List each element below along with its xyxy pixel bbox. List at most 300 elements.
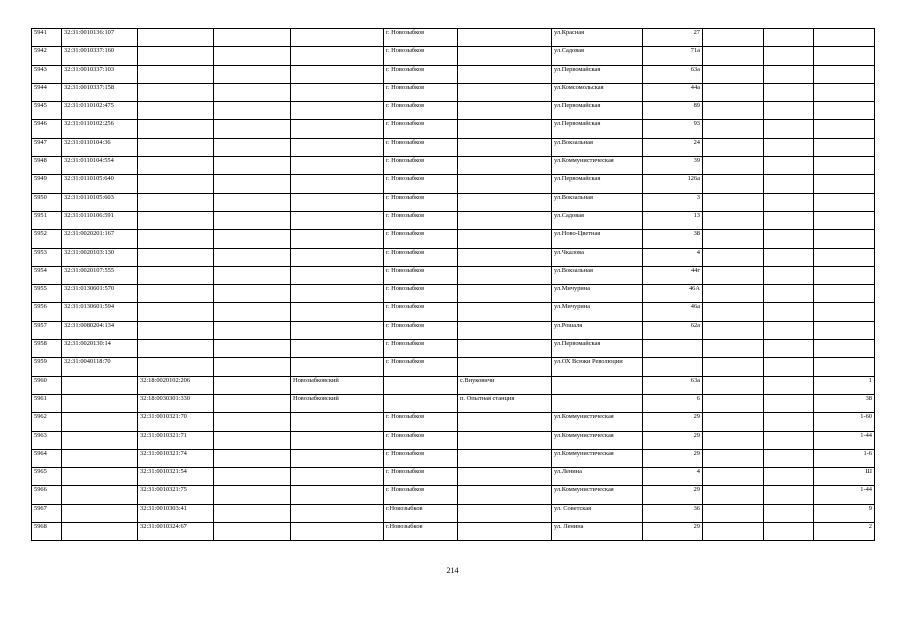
apartment-cell (814, 303, 875, 321)
street-cell: ул.Коммунистическая (552, 157, 643, 175)
blank-column (214, 120, 291, 138)
row-number: 5948 (32, 157, 62, 175)
blank-column (703, 83, 764, 101)
table-row (32, 120, 875, 138)
blank-column (214, 29, 291, 47)
table-row (32, 211, 875, 229)
blank-column (703, 358, 764, 376)
blank-column (214, 523, 291, 541)
apartment-cell: 1-6 (814, 449, 875, 467)
blank-column (764, 431, 814, 449)
cadastral-number-alt (138, 248, 214, 266)
cadastral-number (62, 394, 138, 412)
cadastral-number: 32:31:0010337:160 (62, 47, 138, 65)
blank-column (214, 211, 291, 229)
settlement-cell: п. Опытная станция (458, 394, 552, 412)
row-number: 5957 (32, 321, 62, 339)
table-row (32, 29, 875, 47)
table-row (32, 138, 875, 156)
blank-column (703, 175, 764, 193)
cadastral-number (62, 504, 138, 522)
blank-column (703, 504, 764, 522)
blank-column (703, 340, 764, 358)
apartment-cell: 38 (814, 394, 875, 412)
blank-column (214, 248, 291, 266)
cadastral-number-alt (138, 193, 214, 211)
settlement-cell (458, 65, 552, 83)
district-cell (291, 303, 384, 321)
cadastral-number: 32:31:0020107:555 (62, 266, 138, 284)
settlement-cell (458, 431, 552, 449)
table-row (32, 65, 875, 83)
blank-column (703, 102, 764, 120)
house-number: 29 (643, 413, 703, 431)
blank-column (703, 138, 764, 156)
city-cell: г. Новозыбков (384, 120, 458, 138)
cadastral-number (62, 523, 138, 541)
apartment-cell: 1 (814, 376, 875, 394)
blank-column (764, 340, 814, 358)
blank-column (214, 157, 291, 175)
apartment-cell (814, 358, 875, 376)
house-number: 44а (643, 83, 703, 101)
row-number: 5953 (32, 248, 62, 266)
blank-column (214, 285, 291, 303)
settlement-cell (458, 157, 552, 175)
street-cell: ул.Чкалова (552, 248, 643, 266)
table-row (32, 175, 875, 193)
row-number: 5962 (32, 413, 62, 431)
city-cell (384, 394, 458, 412)
blank-column (764, 83, 814, 101)
house-number: 13 (643, 211, 703, 229)
district-cell (291, 175, 384, 193)
cadastral-number-alt (138, 303, 214, 321)
blank-column (214, 47, 291, 65)
blank-column (764, 138, 814, 156)
blank-column (703, 47, 764, 65)
table-row (32, 504, 875, 522)
settlement-cell (458, 340, 552, 358)
city-cell: г.Новозыбков (384, 523, 458, 541)
district-cell (291, 211, 384, 229)
cadastral-number: 32:31:0110105:640 (62, 175, 138, 193)
cadastral-number: 32:31:0020130:14 (62, 340, 138, 358)
house-number: 29 (643, 431, 703, 449)
cadastral-number: 32:31:0110105:603 (62, 193, 138, 211)
cadastral-number-alt (138, 230, 214, 248)
apartment-cell (814, 230, 875, 248)
city-cell: г. Новозыбков (384, 157, 458, 175)
blank-column (214, 449, 291, 467)
cadastral-number-alt: 32:31:0010321:75 (138, 486, 214, 504)
house-number: 24 (643, 138, 703, 156)
blank-column (764, 157, 814, 175)
district-cell (291, 504, 384, 522)
blank-column (214, 230, 291, 248)
city-cell: г. Новозыбков (384, 47, 458, 65)
apartment-cell (814, 266, 875, 284)
cadastral-number: 32:31:0020103:130 (62, 248, 138, 266)
house-number: 46А (643, 285, 703, 303)
blank-column (214, 468, 291, 486)
row-number: 5954 (32, 266, 62, 284)
house-number: 27 (643, 29, 703, 47)
row-number: 5955 (32, 285, 62, 303)
city-cell: г. Новозыбков (384, 138, 458, 156)
street-cell: ул. Ленина (552, 523, 643, 541)
table-row (32, 431, 875, 449)
city-cell: г. Новозыбков (384, 449, 458, 467)
row-number: 5964 (32, 449, 62, 467)
apartment-cell (814, 83, 875, 101)
street-cell: ул.Коммунистическая (552, 486, 643, 504)
street-cell: ул.ОХ Всюки Революции (552, 358, 643, 376)
settlement-cell: с.Внуковичи (458, 376, 552, 394)
city-cell: г. Новозыбков (384, 193, 458, 211)
row-number: 5943 (32, 65, 62, 83)
apartment-cell (814, 321, 875, 339)
cadastral-number: 32:31:0110104:554 (62, 157, 138, 175)
apartment-cell: Ш (814, 468, 875, 486)
district-cell (291, 29, 384, 47)
house-number: 29 (643, 449, 703, 467)
blank-column (703, 193, 764, 211)
district-cell (291, 486, 384, 504)
blank-column (214, 102, 291, 120)
house-number: 29 (643, 523, 703, 541)
cadastral-number: 32:31:0010136:107 (62, 29, 138, 47)
street-cell: ул.Вокзальная (552, 193, 643, 211)
blank-column (703, 65, 764, 83)
city-cell: г. Новозыбков (384, 211, 458, 229)
city-cell: г. Новозыбков (384, 175, 458, 193)
blank-column (703, 376, 764, 394)
blank-column (764, 449, 814, 467)
row-number: 5966 (32, 486, 62, 504)
street-cell: ул.Ново-Цветная (552, 230, 643, 248)
settlement-cell (458, 449, 552, 467)
apartment-cell (814, 175, 875, 193)
blank-column (214, 321, 291, 339)
cadastral-number-alt (138, 211, 214, 229)
blank-column (703, 157, 764, 175)
city-cell: г. Новозыбков (384, 340, 458, 358)
blank-column (764, 376, 814, 394)
district-cell (291, 157, 384, 175)
blank-column (214, 303, 291, 321)
blank-column (764, 266, 814, 284)
blank-column (764, 486, 814, 504)
settlement-cell (458, 211, 552, 229)
cadastral-number: 32:31:0130601:570 (62, 285, 138, 303)
blank-column (214, 266, 291, 284)
street-cell: ул.Коммунистическая (552, 449, 643, 467)
settlement-cell (458, 486, 552, 504)
house-number: 38 (643, 230, 703, 248)
district-cell (291, 47, 384, 65)
blank-column (214, 193, 291, 211)
table-row (32, 468, 875, 486)
blank-column (764, 120, 814, 138)
settlement-cell (458, 29, 552, 47)
apartment-cell (814, 193, 875, 211)
blank-column (214, 175, 291, 193)
district-cell (291, 83, 384, 101)
house-number: 6 (643, 394, 703, 412)
city-cell: г. Новозыбков (384, 431, 458, 449)
cadastral-number: 32:31:0020201:167 (62, 230, 138, 248)
table-row (32, 193, 875, 211)
apartment-cell (814, 102, 875, 120)
cadastral-number-alt (138, 83, 214, 101)
blank-column (214, 431, 291, 449)
row-number: 5951 (32, 211, 62, 229)
row-number: 5963 (32, 431, 62, 449)
row-number: 5959 (32, 358, 62, 376)
blank-column (764, 504, 814, 522)
district-cell (291, 266, 384, 284)
blank-column (214, 504, 291, 522)
street-cell: ул.Первомайская (552, 102, 643, 120)
blank-column (214, 65, 291, 83)
street-cell: ул.Коммунистическая (552, 431, 643, 449)
district-cell (291, 340, 384, 358)
settlement-cell (458, 321, 552, 339)
row-number: 5944 (32, 83, 62, 101)
street-cell: ул.Первомайская (552, 175, 643, 193)
street-cell: ул.Мичурина (552, 285, 643, 303)
cadastral-number-alt (138, 321, 214, 339)
table-row (32, 486, 875, 504)
street-cell: ул.Вокзальная (552, 138, 643, 156)
table-row (32, 248, 875, 266)
row-number: 5958 (32, 340, 62, 358)
blank-column (214, 413, 291, 431)
house-number: 89 (643, 102, 703, 120)
district-cell (291, 138, 384, 156)
blank-column (703, 285, 764, 303)
house-number (643, 340, 703, 358)
table-row (32, 523, 875, 541)
district-cell (291, 431, 384, 449)
cadastral-number-alt: 32:18:0030301:330 (138, 394, 214, 412)
blank-column (214, 376, 291, 394)
settlement-cell (458, 266, 552, 284)
cadastral-number-alt (138, 120, 214, 138)
district-cell (291, 285, 384, 303)
row-number: 5947 (32, 138, 62, 156)
blank-column (703, 523, 764, 541)
city-cell: г. Новозыбков (384, 266, 458, 284)
house-number: 4 (643, 468, 703, 486)
street-cell: ул.Мичурина (552, 303, 643, 321)
blank-column (214, 486, 291, 504)
district-cell (291, 523, 384, 541)
apartment-cell (814, 29, 875, 47)
cadastral-number-alt (138, 285, 214, 303)
street-cell: ул.Садовая (552, 47, 643, 65)
blank-column (764, 211, 814, 229)
blank-column (764, 65, 814, 83)
city-cell: г. Новозыбков (384, 285, 458, 303)
blank-column (703, 303, 764, 321)
house-number: 36 (643, 504, 703, 522)
city-cell: г. Новозыбков (384, 358, 458, 376)
table-row (32, 303, 875, 321)
cadastral-number-alt: 32:31:0010324:67 (138, 523, 214, 541)
settlement-cell (458, 523, 552, 541)
cadastral-number: 32:31:0010337:158 (62, 83, 138, 101)
city-cell: г. Новозыбков (384, 230, 458, 248)
blank-column (764, 358, 814, 376)
apartment-cell: 1-60 (814, 413, 875, 431)
settlement-cell (458, 504, 552, 522)
blank-column (764, 248, 814, 266)
district-cell: Новозыбковский (291, 394, 384, 412)
district-cell (291, 248, 384, 266)
cadastral-number-alt (138, 138, 214, 156)
house-number: 63а (643, 65, 703, 83)
blank-column (764, 29, 814, 47)
district-cell (291, 468, 384, 486)
city-cell: г. Новозыбков (384, 486, 458, 504)
house-number: 62а (643, 321, 703, 339)
blank-column (703, 413, 764, 431)
district-cell (291, 65, 384, 83)
district-cell (291, 321, 384, 339)
settlement-cell (458, 285, 552, 303)
table-row (32, 285, 875, 303)
blank-column (703, 486, 764, 504)
city-cell: г. Новозыбков (384, 248, 458, 266)
cadastral-number: 32:31:0130601:594 (62, 303, 138, 321)
row-number: 5960 (32, 376, 62, 394)
cadastral-number: 32:31:0110102:256 (62, 120, 138, 138)
registry-table-body (32, 29, 875, 541)
row-number: 5956 (32, 303, 62, 321)
settlement-cell (458, 303, 552, 321)
apartment-cell: 1-44 (814, 486, 875, 504)
cadastral-number: 32:31:0110106:591 (62, 211, 138, 229)
apartment-cell (814, 120, 875, 138)
street-cell: ул.Комсомольская (552, 83, 643, 101)
cadastral-number-alt: 32:31:0010303:41 (138, 504, 214, 522)
row-number: 5950 (32, 193, 62, 211)
blank-column (764, 230, 814, 248)
district-cell: Новозыбковский (291, 376, 384, 394)
street-cell: ул.Красная (552, 29, 643, 47)
apartment-cell: 9 (814, 504, 875, 522)
district-cell (291, 413, 384, 431)
street-cell: ул. Советская (552, 504, 643, 522)
blank-column (764, 193, 814, 211)
blank-column (703, 394, 764, 412)
blank-column (764, 102, 814, 120)
blank-column (214, 340, 291, 358)
cadastral-number-alt (138, 157, 214, 175)
table-row (32, 47, 875, 65)
row-number: 5941 (32, 29, 62, 47)
street-cell: ул.Ленина (552, 468, 643, 486)
cadastral-number (62, 449, 138, 467)
apartment-cell: 2 (814, 523, 875, 541)
cadastral-number-alt (138, 102, 214, 120)
row-number: 5952 (32, 230, 62, 248)
cadastral-number-alt: 32:18:0020102:206 (138, 376, 214, 394)
city-cell: г. Новозыбков (384, 413, 458, 431)
blank-column (214, 358, 291, 376)
house-number: 63а (643, 376, 703, 394)
row-number: 5946 (32, 120, 62, 138)
blank-column (214, 83, 291, 101)
settlement-cell (458, 193, 552, 211)
cadastral-number-alt (138, 65, 214, 83)
blank-column (703, 230, 764, 248)
apartment-cell: 1-44 (814, 431, 875, 449)
table-row (32, 157, 875, 175)
cadastral-number: 32:31:0040118:70 (62, 358, 138, 376)
blank-column (703, 248, 764, 266)
apartment-cell (814, 285, 875, 303)
settlement-cell (458, 468, 552, 486)
cadastral-number: 32:31:0010337:103 (62, 65, 138, 83)
house-number: 126а (643, 175, 703, 193)
table-row (32, 266, 875, 284)
city-cell (384, 376, 458, 394)
cadastral-number-alt (138, 358, 214, 376)
house-number: 39 (643, 157, 703, 175)
blank-column (703, 321, 764, 339)
table-row (32, 340, 875, 358)
apartment-cell (814, 211, 875, 229)
row-number: 5968 (32, 523, 62, 541)
row-number: 5967 (32, 504, 62, 522)
blank-column (703, 431, 764, 449)
house-number: 93 (643, 120, 703, 138)
blank-column (764, 321, 814, 339)
house-number (643, 358, 703, 376)
cadastral-number (62, 486, 138, 504)
cadastral-number-alt (138, 47, 214, 65)
blank-column (764, 303, 814, 321)
row-number: 5942 (32, 47, 62, 65)
apartment-cell (814, 47, 875, 65)
table-row (32, 413, 875, 431)
blank-column (764, 175, 814, 193)
blank-column (764, 47, 814, 65)
table-row (32, 376, 875, 394)
settlement-cell (458, 83, 552, 101)
city-cell: г. Новозыбков (384, 29, 458, 47)
cadastral-number-alt (138, 29, 214, 47)
apartment-cell (814, 340, 875, 358)
settlement-cell (458, 120, 552, 138)
cadastral-number: 32:31:0080204:134 (62, 321, 138, 339)
house-number: 29 (643, 486, 703, 504)
row-number: 5961 (32, 394, 62, 412)
apartment-cell (814, 248, 875, 266)
table-row (32, 394, 875, 412)
blank-column (703, 266, 764, 284)
apartment-cell (814, 157, 875, 175)
blank-column (214, 394, 291, 412)
blank-column (214, 138, 291, 156)
district-cell (291, 230, 384, 248)
settlement-cell (458, 102, 552, 120)
blank-column (703, 120, 764, 138)
settlement-cell (458, 413, 552, 431)
